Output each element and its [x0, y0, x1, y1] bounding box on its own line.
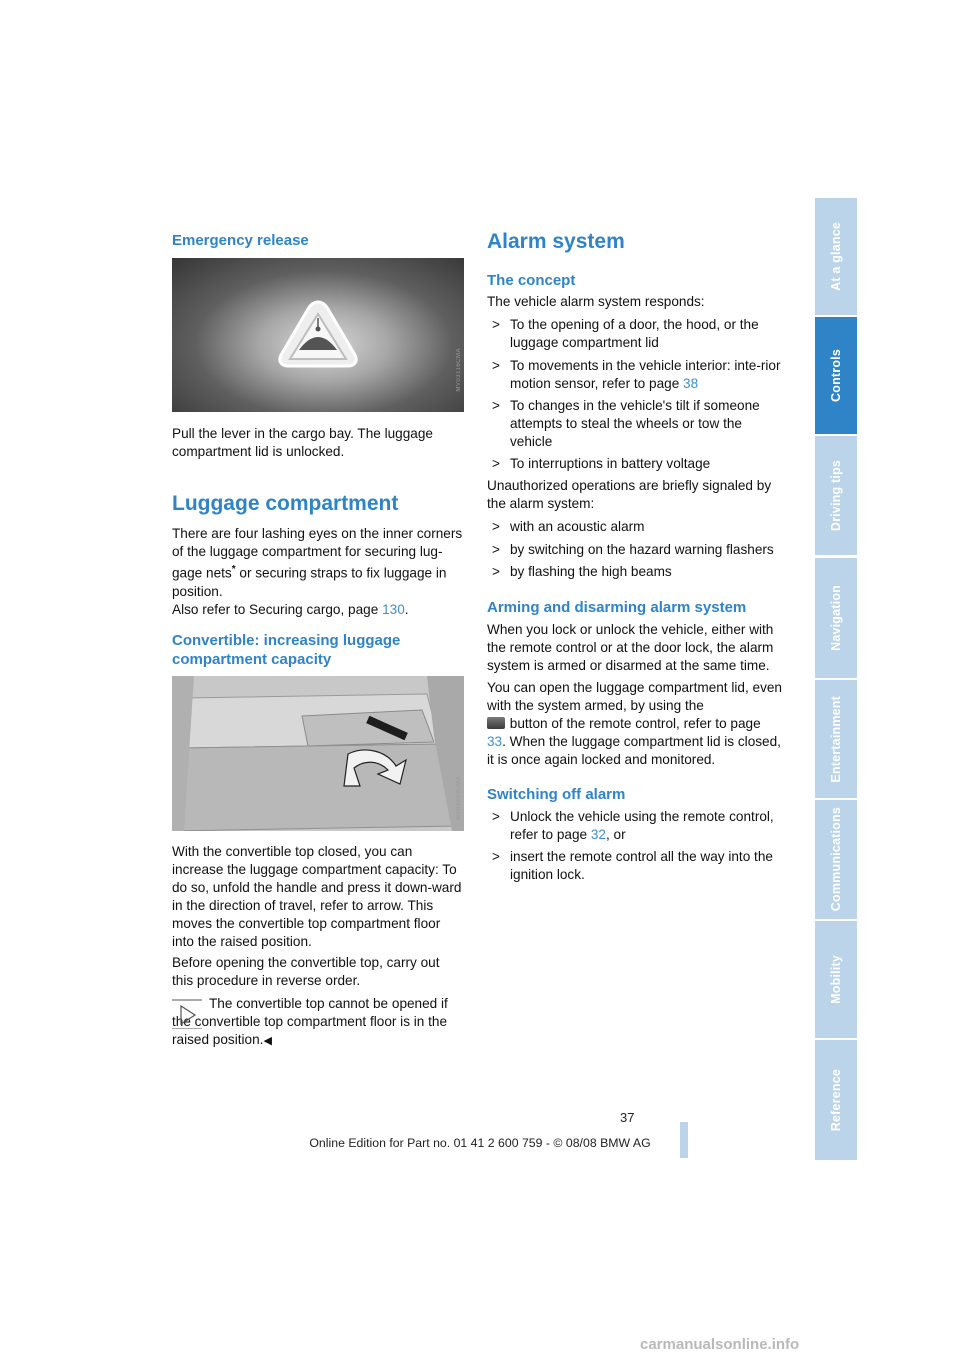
- emergency-release-text: Pull the lever in the cargo bay. The luggage compartment lid is unlocked.: [172, 426, 433, 459]
- page-number-bar: [680, 1122, 688, 1158]
- compartment-illustration: [172, 676, 464, 831]
- page-link-130[interactable]: 130: [382, 601, 405, 617]
- photo-code-2: MV03503CMA: [456, 776, 462, 821]
- tab-mobility[interactable]: Mobility: [815, 921, 857, 1038]
- convertible-compartment-photo: [172, 676, 464, 831]
- note-triangle-icon: [172, 999, 202, 1029]
- signal-bullet-2: > by switching on the hazard warning flashers: [492, 542, 774, 557]
- end-marker: ◀: [263, 1035, 272, 1047]
- concept-intro: The vehicle alarm system responds:: [487, 294, 705, 309]
- remote-trunk-button-icon: [487, 717, 505, 729]
- alarm-system-heading: Alarm system: [487, 230, 625, 253]
- emergency-release-photo: [172, 258, 464, 412]
- watermark: carmanualsonline.info: [640, 1336, 800, 1353]
- release-lever-icon: [172, 258, 464, 412]
- signal-bullet-3: > by flashing the high beams: [492, 564, 672, 579]
- luggage-paragraph: There are four lashing eyes on the inner corners of the luggage compartment for securing lug-gage nets* or securing straps to fix luggage in position. Also refer to Securing cargo, page 130.: [172, 526, 463, 617]
- concept-bullet-3: > To changes in the vehicle's tilt if someone attempts to steal the wheels or tow the vehicle: [492, 398, 760, 449]
- unauthorized-text: Unauthorized operations are briefly signaled by the alarm system:: [487, 478, 772, 511]
- tab-communications[interactable]: Communications: [815, 800, 857, 919]
- tab-navigation[interactable]: Navigation: [815, 558, 857, 678]
- convertible-paragraph-2: Before opening the convertible top, carry out this procedure in reverse order.: [172, 955, 440, 988]
- tab-driving-tips[interactable]: Driving tips: [815, 436, 857, 555]
- page-link-33[interactable]: 33: [487, 734, 503, 749]
- footer-edition: Online Edition for Part no. 01 41 2 600 759 - © 08/08 BMW AG: [309, 1136, 651, 1150]
- optional-equipment-star: *: [231, 564, 236, 575]
- concept-heading: The concept: [487, 272, 576, 289]
- luggage-compartment-heading: Luggage compartment: [172, 492, 399, 515]
- concept-bullet-1: > To the opening of a door, the hood, or the luggage compartment lid: [492, 317, 759, 350]
- arming-paragraph-1: When you lock or unlock the vehicle, either with the remote control or at the door lock, the alarm system is armed or disarmed at the same time.: [487, 622, 774, 673]
- note-text: The convertible top cannot be opened if the convertible top compartment floor is in the raised position.◀: [172, 996, 448, 1047]
- emergency-release-heading: Emergency release: [172, 232, 309, 249]
- switch-bullet-1: > Unlock the vehicle using the remote control, refer to page 32, or: [492, 809, 774, 842]
- page-link-38[interactable]: 38: [683, 376, 699, 391]
- tab-controls[interactable]: Controls: [815, 317, 857, 434]
- photo-code: MV03116CMA: [456, 348, 462, 392]
- switch-bullet-2: > insert the remote control all the way into the ignition lock.: [492, 849, 773, 882]
- arming-heading: Arming and disarming alarm system: [487, 599, 747, 616]
- switch-off-heading: Switching off alarm: [487, 786, 626, 803]
- note-block: [172, 995, 464, 1050]
- page-number: 37: [620, 1110, 635, 1125]
- concept-bullet-2: > To movements in the vehicle interior: inte-rior motion sensor, refer to page 38: [492, 358, 781, 391]
- convertible-paragraph-1: With the convertible top closed, you can increase the luggage compartment capacity: To do so, unfold the handle and press it down-ward in the direction of travel, refer to arrow. This moves the convertible top compartment floor into the raised position.: [172, 844, 462, 949]
- tab-at-a-glance[interactable]: At a glance: [815, 198, 857, 315]
- concept-bullet-4: > To interruptions in battery voltage: [492, 456, 711, 471]
- tab-reference[interactable]: Reference: [815, 1040, 857, 1160]
- arming-paragraph-2: You can open the luggage compartment lid, even with the system armed, by using the button of the remote control, refer to page 33. When the luggage compartment lid is closed, it is once again locked and monitored.: [487, 680, 782, 767]
- tab-entertainment[interactable]: Entertainment: [815, 680, 857, 798]
- page-link-32[interactable]: 32: [590, 827, 606, 842]
- convertible-heading: Convertible: increasing luggage compartment capacity: [172, 632, 401, 668]
- signal-bullet-1: > with an acoustic alarm: [492, 519, 645, 534]
